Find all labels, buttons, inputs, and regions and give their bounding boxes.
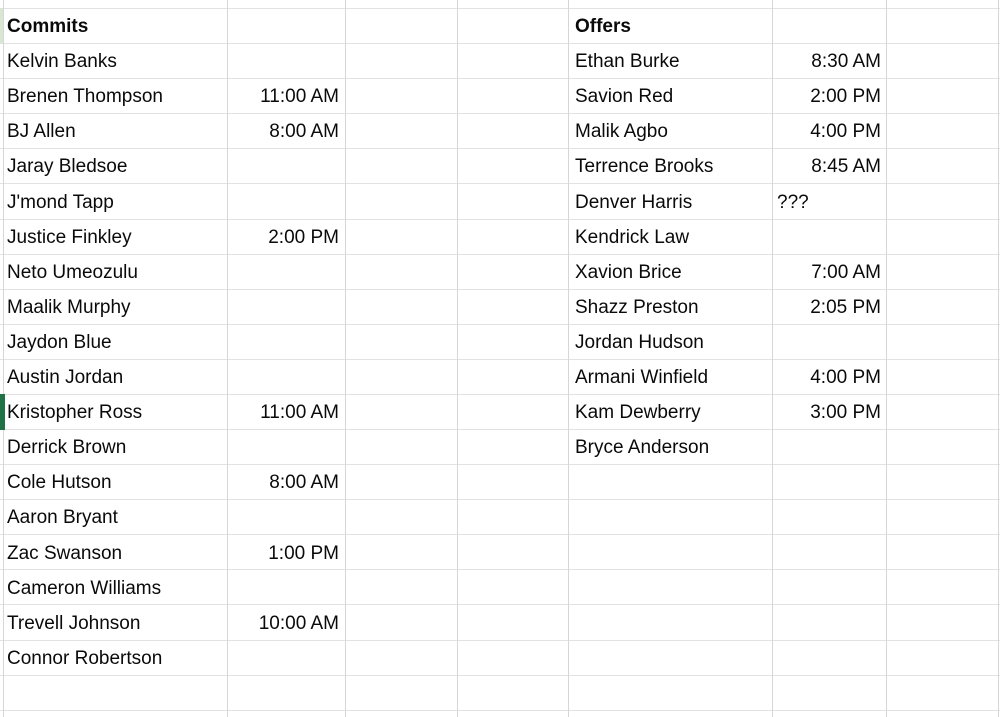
commits-row — [0, 324, 345, 359]
commits-row — [0, 254, 345, 289]
offers-row — [568, 78, 886, 113]
name-cell[interactable]: Jaray Bledsoe — [7, 156, 128, 178]
offers-row — [568, 148, 886, 183]
name-cell[interactable]: Kam Dewberry — [575, 402, 701, 424]
time-cell[interactable] — [772, 429, 886, 464]
name-cell[interactable]: Kristopher Ross — [7, 402, 143, 424]
name-cell[interactable]: Denver Harris — [575, 191, 693, 213]
name-cell[interactable]: Brenen Thompson — [7, 86, 163, 108]
time-cell[interactable] — [227, 499, 345, 534]
offers-row — [568, 183, 886, 218]
commits-row — [0, 464, 345, 499]
time-cell[interactable]: 10:00 AM — [258, 612, 339, 634]
time-cell[interactable]: 7:00 AM — [811, 261, 881, 283]
name-cell[interactable]: Shazz Preston — [575, 296, 699, 318]
name-cell[interactable]: Zac Swanson — [7, 542, 123, 564]
offers-row — [568, 324, 886, 359]
time-cell[interactable] — [227, 429, 345, 464]
time-cell[interactable] — [227, 289, 345, 324]
time-cell[interactable] — [227, 148, 345, 183]
name-cell[interactable]: J'mond Tapp — [7, 191, 114, 213]
name-cell[interactable]: Trevell Johnson — [7, 612, 141, 634]
name-cell[interactable]: Aaron Bryant — [7, 507, 118, 529]
time-cell[interactable] — [227, 183, 345, 218]
commits-header-row — [0, 8, 345, 43]
commits-row — [0, 78, 345, 113]
commits-row — [0, 359, 345, 394]
name-cell[interactable]: Ethan Burke — [575, 51, 680, 73]
time-cell[interactable]: 8:00 AM — [269, 121, 339, 143]
time-cell[interactable]: 8:00 AM — [269, 472, 339, 494]
commits-row — [0, 394, 345, 429]
name-cell[interactable]: Malik Agbo — [575, 121, 668, 143]
offers-row — [568, 113, 886, 148]
offers-row — [568, 359, 886, 394]
name-cell[interactable]: Xavion Brice — [575, 261, 682, 283]
name-cell[interactable]: Kelvin Banks — [7, 51, 117, 73]
name-cell[interactable]: Maalik Murphy — [7, 296, 131, 318]
offers-row — [568, 429, 886, 464]
name-cell[interactable]: Jordan Hudson — [575, 331, 704, 353]
time-cell[interactable]: 4:00 PM — [810, 121, 881, 143]
commits-row — [0, 219, 345, 254]
name-cell[interactable]: Cameron Williams — [7, 577, 162, 599]
name-cell[interactable]: Justice Finkley — [7, 226, 132, 248]
time-cell[interactable]: 2:00 PM — [810, 86, 881, 108]
name-cell[interactable]: Savion Red — [575, 86, 674, 108]
name-cell[interactable]: Connor Robertson — [7, 647, 163, 669]
offers-row — [568, 394, 886, 429]
name-cell[interactable]: Derrick Brown — [7, 437, 127, 459]
time-cell[interactable]: 8:30 AM — [811, 51, 881, 73]
name-cell[interactable]: Neto Umeozulu — [7, 261, 138, 283]
name-cell[interactable]: Armani Winfield — [575, 367, 709, 389]
offers-row — [568, 219, 886, 254]
commits-row — [0, 499, 345, 534]
commits-row — [0, 429, 345, 464]
time-cell[interactable] — [227, 324, 345, 359]
time-cell[interactable] — [227, 359, 345, 394]
name-cell[interactable]: Jaydon Blue — [7, 331, 112, 353]
commits-row — [0, 43, 345, 78]
time-cell[interactable] — [227, 43, 345, 78]
commits-row — [0, 534, 345, 569]
name-cell[interactable]: Cole Hutson — [7, 472, 112, 494]
time-cell[interactable] — [772, 219, 886, 254]
name-cell[interactable]: BJ Allen — [7, 121, 76, 143]
offers-section — [568, 8, 886, 464]
time-cell[interactable]: 1:00 PM — [268, 542, 339, 564]
offers-header-time-cell[interactable] — [772, 8, 886, 43]
commits-row — [0, 148, 345, 183]
commits-row — [0, 183, 345, 218]
time-cell[interactable] — [227, 640, 345, 675]
commits-header-time-cell[interactable] — [227, 8, 345, 43]
offers-row — [568, 289, 886, 324]
time-cell[interactable]: 2:00 PM — [268, 226, 339, 248]
commits-header-cell[interactable]: Commits — [7, 16, 89, 38]
commits-row — [0, 289, 345, 324]
offers-header-cell[interactable]: Offers — [575, 16, 631, 38]
time-cell[interactable]: 11:00 AM — [260, 402, 339, 424]
offers-header-row — [568, 8, 886, 43]
commits-section — [0, 8, 345, 675]
time-cell[interactable] — [227, 570, 345, 605]
time-cell[interactable] — [227, 254, 345, 289]
time-cell[interactable] — [772, 324, 886, 359]
time-cell[interactable]: 3:00 PM — [810, 402, 881, 424]
time-cell[interactable]: 8:45 AM — [811, 156, 881, 178]
name-cell[interactable]: Austin Jordan — [7, 367, 124, 389]
name-cell[interactable]: Terrence Brooks — [575, 156, 714, 178]
commits-row — [0, 605, 345, 640]
offers-row — [568, 43, 886, 78]
time-cell[interactable]: 4:00 PM — [810, 367, 881, 389]
commits-row — [0, 113, 345, 148]
offers-row — [568, 254, 886, 289]
name-cell[interactable]: Kendrick Law — [575, 226, 690, 248]
commits-row — [0, 640, 345, 675]
time-cell[interactable]: 2:05 PM — [810, 296, 881, 318]
time-cell-unknown[interactable]: ??? — [777, 191, 809, 213]
commits-row — [0, 570, 345, 605]
name-cell[interactable]: Bryce Anderson — [575, 437, 710, 459]
time-cell[interactable]: 11:00 AM — [260, 86, 339, 108]
